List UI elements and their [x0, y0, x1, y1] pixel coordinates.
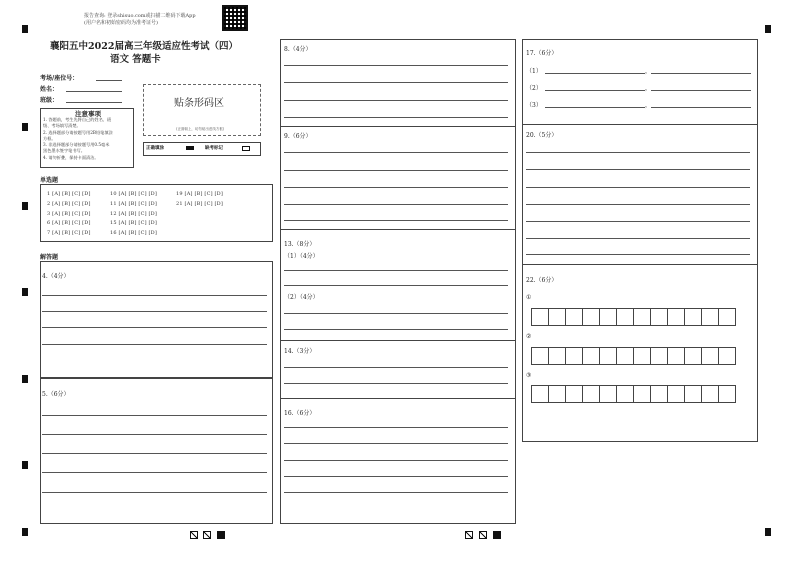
mcq-col-1	[47, 190, 91, 239]
answer-line[interactable]	[42, 311, 267, 312]
answer-line[interactable]	[284, 476, 508, 477]
q22-item-3: ③	[526, 372, 532, 379]
note-line: 4. 请勿折叠，保持卡面清洁。	[43, 154, 99, 160]
absent-mark-label: 缺考标记	[205, 146, 223, 151]
answer-line[interactable]	[284, 460, 508, 461]
right-column	[522, 39, 758, 442]
answer-line[interactable]	[526, 204, 750, 205]
mcq-row[interactable]: 2 [A] [B] [C] [D]	[47, 200, 91, 207]
correct-fill-sample	[186, 146, 194, 150]
answer-line[interactable]	[284, 220, 508, 221]
timing-mark	[22, 288, 28, 296]
q8-label: 8.（4分）	[284, 46, 312, 53]
mcq-row[interactable]: 21 [A] [B] [C] [D]	[176, 200, 224, 207]
answer-line[interactable]	[284, 117, 508, 118]
name-label: 姓名：	[40, 86, 59, 93]
mcq-section-title: 单选题	[40, 177, 59, 184]
divider	[522, 264, 758, 265]
timing-mark	[765, 25, 771, 33]
answer-line[interactable]	[284, 492, 508, 493]
mcq-row[interactable]: 15 [A] [B] [C] [D]	[110, 220, 158, 227]
answer-line[interactable]	[526, 152, 750, 153]
report-notice: 报告查询: 登录shisuo.com或扫描二维码下载App	[84, 13, 196, 19]
barcode-title: 贴条形码区	[174, 98, 224, 109]
answer-line[interactable]	[651, 107, 751, 108]
answer-line[interactable]	[284, 285, 508, 286]
answer-line[interactable]	[42, 453, 267, 454]
seat-label: 考场/座位号：	[40, 75, 79, 82]
answer-line[interactable]	[284, 170, 508, 171]
answer-line[interactable]	[284, 100, 508, 101]
answer-line[interactable]	[526, 169, 750, 170]
note-line: 方框。	[43, 135, 56, 141]
note-line: 级、考场填写清楚。	[43, 123, 81, 129]
q5-label: 5.（6分）	[42, 391, 70, 398]
q14-label: 14.（3分）	[284, 348, 316, 355]
anchor-slash-box	[203, 531, 211, 539]
q9-label: 9.（6分）	[284, 133, 312, 140]
mcq-col-3	[176, 190, 223, 210]
answer-line[interactable]	[284, 383, 508, 384]
answer-line[interactable]	[651, 73, 751, 74]
mcq-row[interactable]: 3 [A] [B] [C] [D]	[47, 210, 91, 217]
mcq-row[interactable]: 19 [A] [B] [C] [D]	[176, 191, 224, 197]
timing-mark	[22, 25, 28, 33]
divider	[522, 124, 758, 125]
q13-2-label: （2）（4分）	[284, 294, 319, 301]
anchor-solid-box	[493, 531, 501, 539]
mcq-row[interactable]: 12 [A] [B] [C] [D]	[110, 210, 158, 217]
answer-line[interactable]	[545, 73, 645, 74]
q4-box	[40, 261, 273, 378]
q17-item-1: （1）	[526, 68, 542, 75]
answer-line[interactable]	[284, 313, 508, 314]
q13-label: 13.（8分）	[284, 241, 316, 248]
class-label: 班级：	[40, 97, 59, 104]
answer-line[interactable]	[284, 329, 508, 330]
answer-line[interactable]	[284, 152, 508, 153]
char-grid[interactable]	[531, 347, 736, 365]
answer-line[interactable]	[526, 187, 750, 188]
notes-title: 注意事项	[75, 110, 101, 118]
exam-title: 襄阳五中2022届高三年级适应性考试（四）	[50, 41, 238, 52]
q17-item-3: （3）	[526, 102, 542, 109]
anchor-slash-box	[190, 531, 198, 539]
answer-line[interactable]	[42, 344, 267, 345]
answer-line[interactable]	[284, 270, 508, 271]
divider	[280, 398, 516, 399]
answer-line[interactable]	[284, 367, 508, 368]
answer-line[interactable]	[284, 443, 508, 444]
answer-line[interactable]	[545, 107, 645, 108]
q20-label: 20.（5分）	[526, 132, 558, 139]
mcq-row[interactable]: 11 [A] [B] [C] [D]	[110, 200, 158, 207]
answer-line[interactable]	[42, 434, 267, 435]
note-line: 3. 非选择题部分请按题号用0.5毫米	[43, 142, 110, 148]
barcode-note: (正面朝上，切勿贴出虚线方框)	[176, 127, 225, 131]
answer-line[interactable]	[526, 221, 750, 222]
answer-line[interactable]	[42, 415, 267, 416]
answer-line[interactable]	[651, 90, 751, 91]
answer-line[interactable]	[284, 204, 508, 205]
absent-mark-checkbox[interactable]	[242, 146, 250, 151]
report-notice-sub: (用户名和初始密码均为准考证号)	[84, 20, 158, 26]
q22-item-2: ②	[526, 333, 532, 340]
q17-sep: ，	[645, 85, 652, 92]
char-grid[interactable]	[531, 385, 736, 403]
mcq-row[interactable]: 10 [A] [B] [C] [D]	[110, 191, 158, 197]
q13-1-label: （1）（4分）	[284, 253, 319, 260]
answer-line[interactable]	[284, 65, 508, 66]
divider	[280, 340, 516, 341]
q17-item-2: （2）	[526, 85, 542, 92]
answer-line[interactable]	[42, 492, 267, 493]
mcq-row[interactable]: 16 [A] [B] [C] [D]	[110, 230, 158, 237]
name-field[interactable]	[66, 91, 122, 92]
anchor-solid-box	[217, 531, 225, 539]
answer-line[interactable]	[526, 254, 750, 255]
middle-column	[280, 39, 516, 524]
qr-code-icon	[222, 5, 248, 31]
answer-line[interactable]	[284, 82, 508, 83]
mcq-col-2	[110, 190, 157, 239]
q17-sep: ，	[645, 102, 652, 109]
q17-sep: ，	[645, 68, 652, 75]
anchor-slash-box	[479, 531, 487, 539]
sheet-subtitle: 语文 答题卡	[110, 54, 161, 65]
answer-line[interactable]	[42, 295, 267, 296]
note-line: 2. 选择题部分请按题号用2B铅笔填涂	[43, 129, 113, 135]
anchor-slash-box	[465, 531, 473, 539]
mcq-row[interactable]: 1 [A] [B] [C] [D]	[47, 191, 91, 197]
answer-line[interactable]	[284, 427, 508, 428]
q22-label: 22.（6分）	[526, 277, 558, 284]
divider	[280, 229, 516, 230]
correct-fill-label: 正确填涂	[146, 146, 164, 151]
answer-line[interactable]	[42, 472, 267, 473]
mcq-row[interactable]: 6 [A] [B] [C] [D]	[47, 220, 91, 227]
q17-label: 17.（6分）	[526, 50, 558, 57]
q5-box	[40, 378, 273, 524]
note-line: 黑色墨水签字笔书写。	[43, 148, 85, 154]
answer-line[interactable]	[526, 238, 750, 239]
q22-item-1: ①	[526, 294, 532, 301]
note-line: 1. 答题前，考生先将自己的姓名、班	[43, 117, 112, 122]
class-field[interactable]	[66, 102, 122, 103]
timing-mark	[22, 202, 28, 210]
q16-label: 16.（6分）	[284, 410, 316, 417]
divider	[280, 126, 516, 127]
answer-line[interactable]	[545, 90, 645, 91]
answer-line[interactable]	[42, 327, 267, 328]
char-grid[interactable]	[531, 308, 736, 326]
notes-list	[43, 117, 133, 161]
mcq-row[interactable]: 7 [A] [B] [C] [D]	[47, 230, 91, 237]
timing-mark	[22, 528, 28, 536]
answer-section-title: 解答题	[40, 254, 59, 261]
timing-mark	[22, 461, 28, 469]
timing-mark	[22, 375, 28, 383]
q4-label: 4.（4分）	[42, 273, 70, 280]
seat-field[interactable]	[96, 80, 122, 81]
timing-mark	[765, 528, 771, 536]
answer-line[interactable]	[284, 187, 508, 188]
timing-mark	[22, 123, 28, 131]
